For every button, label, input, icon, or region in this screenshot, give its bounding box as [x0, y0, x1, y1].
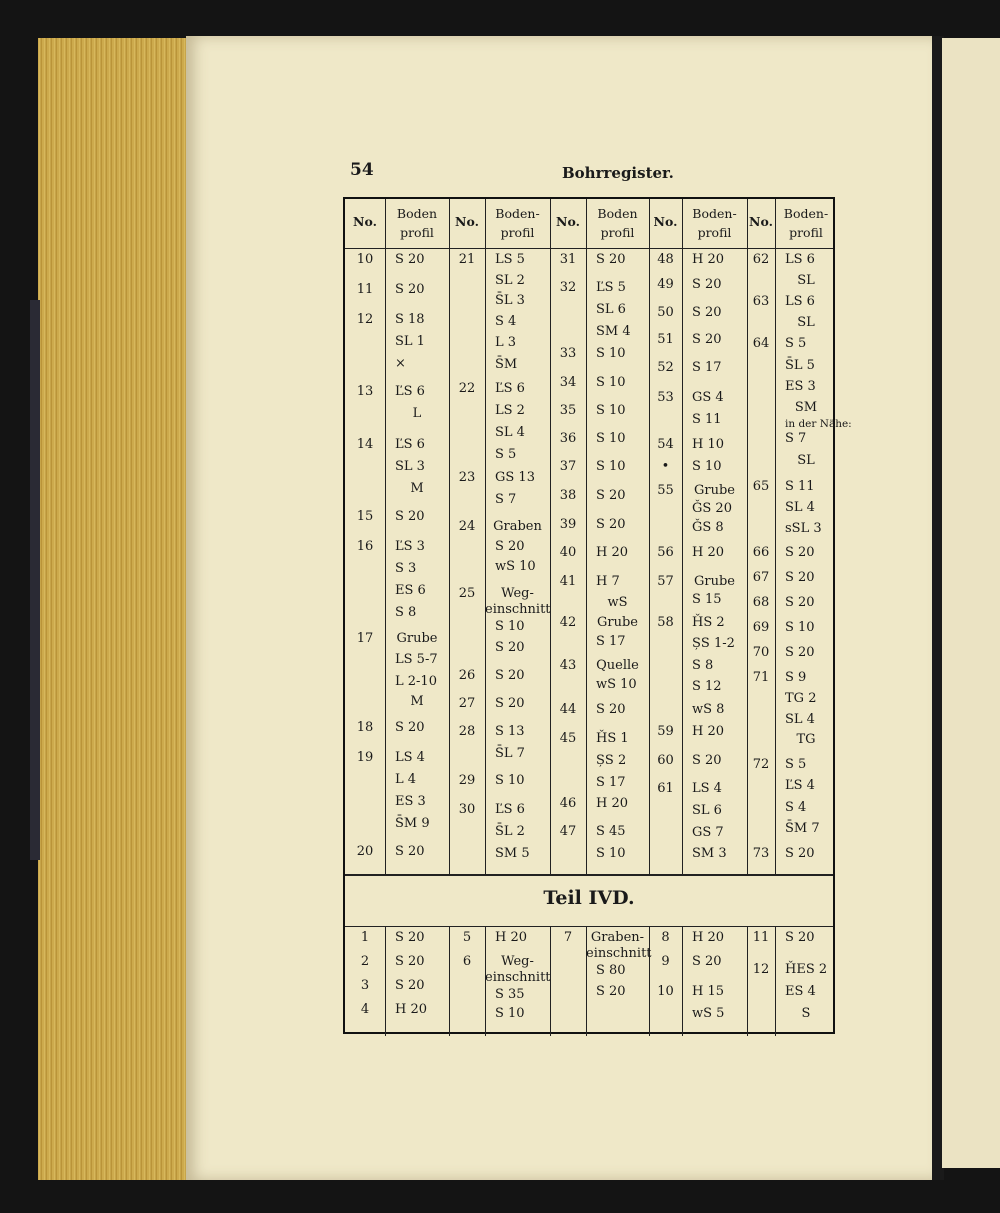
soil-profile-entry: ĽS 5: [596, 280, 626, 295]
soil-profile-entry: S 5: [785, 336, 807, 351]
soil-profile-entry: ES 3: [395, 794, 426, 809]
entry-number: 28: [458, 724, 476, 739]
soil-profile-entry: M: [410, 694, 424, 709]
entry-number: 19: [356, 750, 374, 765]
soil-profile-entry: S 20: [692, 753, 722, 768]
soil-profile-entry: S 10: [785, 620, 815, 635]
entry-number: 1: [360, 930, 370, 945]
soil-profile-entry: S 20: [785, 645, 815, 660]
soil-profile-entry: H 20: [495, 930, 528, 945]
soil-profile-entry: SL 1: [395, 334, 425, 349]
soil-profile-entry: H 20: [596, 545, 629, 560]
entry-number: 58: [657, 615, 674, 630]
soil-profile-entry: S 20: [692, 305, 722, 320]
column-rule: [682, 199, 683, 874]
soil-profile-entry: S̄M 9: [395, 816, 430, 831]
entry-number: 42: [559, 615, 577, 630]
soil-profile-entry: ȘS 2: [596, 753, 627, 768]
soil-profile-entry: S̄M: [495, 357, 518, 372]
soil-profile-entry: S̄L 5: [785, 358, 815, 373]
entry-number: 22: [458, 381, 476, 396]
row-rule: [345, 874, 833, 876]
soil-profile-entry: TG: [796, 732, 816, 747]
entry-number: 11: [356, 282, 374, 297]
soil-profile-entry: S 3: [395, 561, 417, 576]
soil-profile-entry: S 20: [395, 720, 425, 735]
entry-number: 5: [462, 930, 472, 945]
column-rule: [385, 199, 386, 874]
header-no: No.: [455, 214, 479, 229]
soil-profile-entry: S 12: [692, 679, 722, 694]
entry-number: 17: [356, 631, 374, 646]
soil-profile-entry: SM: [794, 400, 818, 415]
entry-number: 62: [752, 252, 770, 267]
soil-profile-entry: LS 5-7: [395, 652, 438, 667]
entry-number: 40: [559, 545, 577, 560]
entry-number: 46: [559, 796, 577, 811]
entry-number: 13: [356, 384, 374, 399]
header-no: No.: [556, 214, 580, 229]
soil-profile-entry: S 20: [495, 539, 525, 554]
soil-profile-entry: einschnitt: [586, 946, 652, 961]
soil-profile-entry: S 10: [596, 346, 626, 361]
header-bodenprofil: Boden- profil: [495, 206, 540, 240]
soil-profile-entry: S 8: [692, 658, 714, 673]
soil-profile-entry: S: [801, 1006, 811, 1021]
soil-profile-entry: L 3: [495, 335, 517, 350]
entry-number: 34: [559, 375, 577, 390]
soil-profile-entry: GS 13: [495, 470, 535, 485]
soil-profile-entry: Grube: [396, 631, 438, 646]
soil-profile-entry: wS 5: [692, 1006, 725, 1021]
entry-number: 35: [559, 403, 577, 418]
section-title: Teil IVD.: [543, 887, 635, 909]
soil-profile-entry: ĽS 4: [785, 778, 815, 793]
soil-profile-entry: ǦS 20: [692, 501, 732, 516]
soil-profile-entry: S 10: [495, 773, 525, 788]
soil-profile-entry: ȞS 1: [596, 731, 629, 746]
soil-profile-entry: ×: [395, 356, 406, 371]
soil-profile-entry: S̄M 7: [785, 821, 820, 836]
soil-profile-entry: M: [410, 481, 424, 496]
entry-number: 51: [657, 332, 674, 347]
soil-profile-entry: Grube: [694, 574, 735, 589]
soil-profile-entry: S 10: [596, 375, 626, 390]
soil-profile-entry: Grube: [694, 483, 735, 498]
soil-profile-entry: L 2-10: [395, 674, 437, 689]
soil-profile-entry: LS 4: [692, 781, 722, 796]
soil-profile-entry: S 20: [692, 277, 722, 292]
entry-number: 60: [657, 753, 674, 768]
entry-number: 12: [356, 312, 374, 327]
entry-number: 16: [356, 539, 374, 554]
soil-profile-entry: S 20: [785, 930, 815, 945]
entry-number: 65: [752, 479, 770, 494]
soil-profile-entry: ĽS 6: [395, 384, 425, 399]
bohrregister-table: [343, 197, 852, 1034]
entry-number: 20: [356, 844, 374, 859]
entry-number: 73: [752, 846, 770, 861]
soil-profile-entry: S̄L 7: [495, 746, 525, 761]
soil-profile-entry: S 20: [395, 282, 425, 297]
header-bodenprofil: Boden- profil: [783, 206, 829, 240]
entry-number: 44: [559, 702, 577, 717]
row-rule: [345, 926, 833, 927]
soil-profile-entry: S 13: [495, 724, 525, 739]
soil-profile-entry: S 80: [596, 963, 626, 978]
column-rule: [586, 199, 587, 874]
soil-profile-entry: S 20: [785, 846, 815, 861]
header-bodenprofil: Boden- profil: [692, 206, 737, 240]
soil-profile-entry: SM 5: [495, 846, 530, 861]
soil-profile-entry: S 20: [395, 844, 425, 859]
soil-profile-entry: S 11: [692, 412, 722, 427]
soil-profile-entry: S 7: [785, 431, 807, 446]
soil-profile-entry: ES 6: [395, 583, 426, 598]
soil-profile-entry: S 17: [692, 360, 722, 375]
soil-profile-entry: Quelle: [596, 658, 639, 673]
entry-number: 23: [458, 470, 476, 485]
soil-profile-entry: wS 8: [692, 702, 725, 717]
row-rule: [345, 248, 833, 249]
entry-number: 38: [559, 488, 577, 503]
entry-number: 36: [559, 431, 577, 446]
soil-profile-entry: S 15: [692, 592, 722, 607]
soil-profile-entry: LS 5: [495, 252, 525, 267]
column-rule: [649, 199, 650, 874]
entry-number: 56: [657, 545, 674, 560]
soil-profile-entry: S̄L 2: [495, 824, 525, 839]
facing-page: [942, 38, 1000, 1168]
entry-number: 71: [752, 670, 770, 685]
soil-profile-entry: S 20: [395, 252, 425, 267]
soil-profile-entry: S 10: [596, 403, 626, 418]
soil-profile-entry: H 20: [692, 252, 725, 267]
entry-number: 14: [356, 437, 374, 452]
soil-profile-entry: S 20: [785, 570, 815, 585]
entry-number: 41: [559, 574, 577, 589]
entry-number: 63: [752, 294, 770, 309]
entry-number: 55: [657, 483, 674, 498]
entry-number: 54: [657, 437, 674, 452]
soil-profile-entry: H 20: [395, 1002, 428, 1017]
soil-profile-entry: SL 3: [395, 459, 425, 474]
soil-profile-entry: wS 10: [596, 677, 637, 692]
entry-number: 64: [752, 336, 770, 351]
entry-number: 18: [356, 720, 374, 735]
entry-number: 10: [657, 984, 674, 999]
soil-profile-entry: S 20: [785, 595, 815, 610]
soil-profile-entry: S 10: [495, 619, 525, 634]
header-bodenprofil: Boden profil: [396, 206, 438, 240]
soil-profile-entry: SL: [797, 315, 815, 330]
entry-number: 11: [752, 930, 770, 945]
entry-number: 49: [657, 277, 674, 292]
entry-number: 59: [657, 724, 674, 739]
soil-profile-entry: H 20: [692, 724, 725, 739]
soil-profile-entry: S 20: [495, 668, 525, 683]
entry-number: 26: [458, 668, 476, 683]
soil-profile-entry: S 20: [495, 696, 525, 711]
soil-profile-entry: ES 3: [785, 379, 816, 394]
entry-number: 9: [661, 954, 670, 969]
entry-number: 69: [752, 620, 770, 635]
entry-number: 72: [752, 757, 770, 772]
soil-profile-entry: ǦS 8: [692, 520, 724, 535]
soil-profile-entry: SM 3: [692, 846, 727, 861]
column-rule: [775, 199, 776, 874]
soil-profile-entry: SL 4: [785, 712, 815, 727]
soil-profile-entry: S 11: [785, 479, 815, 494]
entry-number: 50: [657, 305, 674, 320]
entry-number: 70: [752, 645, 770, 660]
soil-profile-entry: GS 7: [692, 825, 724, 840]
soil-profile-entry: S 10: [495, 1006, 525, 1021]
soil-profile-entry: SL 4: [495, 425, 525, 440]
entry-number: 6: [462, 954, 472, 969]
entry-number: 47: [559, 824, 577, 839]
entry-number: 37: [559, 459, 577, 474]
soil-profile-entry: S 8: [395, 605, 417, 620]
soil-profile-entry: S 7: [495, 492, 517, 507]
soil-profile-entry: ĽS 6: [495, 381, 525, 396]
soil-profile-entry: Grube: [597, 615, 638, 630]
entry-number: •: [661, 459, 670, 474]
entry-number: 31: [559, 252, 577, 267]
soil-profile-entry: H 20: [692, 545, 725, 560]
soil-profile-entry: ȞES 2: [785, 962, 828, 977]
soil-profile-entry: S 20: [785, 545, 815, 560]
soil-profile-entry: SL: [797, 273, 815, 288]
entry-number: 21: [458, 252, 476, 267]
soil-profile-entry: S 4: [785, 800, 807, 815]
soil-profile-entry: H 10: [692, 437, 725, 452]
soil-profile-entry: LS 4: [395, 750, 425, 765]
entry-number: 68: [752, 595, 770, 610]
soil-profile-entry: H 20: [596, 796, 629, 811]
soil-profile-entry: ES 4: [785, 984, 816, 999]
column-rule: [485, 199, 486, 874]
soil-profile-entry: SL 4: [785, 500, 815, 515]
soil-profile-entry: S 20: [692, 332, 722, 347]
entry-number: 43: [559, 658, 577, 673]
soil-profile-entry: LS 6: [785, 252, 815, 267]
column-rule: [550, 199, 551, 874]
soil-profile-entry: in der Nähe:: [785, 418, 852, 430]
soil-profile-entry: S 5: [495, 447, 517, 462]
soil-profile-entry: H 7: [596, 574, 620, 589]
entry-number: 10: [356, 252, 374, 267]
entry-number: 3: [360, 978, 370, 993]
entry-number: 39: [559, 517, 577, 532]
entry-number: 53: [657, 390, 674, 405]
soil-profile-entry: Weg-: [501, 954, 534, 969]
soil-profile-entry: L: [412, 406, 422, 421]
soil-profile-entry: ĽS 3: [395, 539, 425, 554]
column-rule: [385, 926, 386, 1036]
soil-profile-entry: ȞS 2: [692, 615, 725, 630]
entry-number: 45: [559, 731, 577, 746]
soil-profile-entry: S 35: [495, 987, 525, 1002]
soil-profile-entry: S 20: [395, 954, 425, 969]
page-number: 54: [350, 160, 374, 180]
entry-number: 15: [356, 509, 374, 524]
entry-number: 32: [559, 280, 577, 295]
soil-profile-entry: ĽS 6: [495, 802, 525, 817]
soil-profile-entry: SL: [797, 453, 815, 468]
soil-profile-entry: H 20: [692, 930, 725, 945]
soil-profile-entry: S 20: [596, 984, 626, 999]
entry-number: 57: [657, 574, 674, 589]
soil-profile-entry: S 10: [692, 459, 722, 474]
entry-number: 24: [458, 519, 476, 534]
soil-profile-entry: S 20: [692, 954, 722, 969]
header-no: No.: [653, 214, 678, 229]
soil-profile-entry: ȘS 1-2: [692, 636, 735, 651]
soil-profile-entry: SL 6: [596, 302, 626, 317]
soil-profile-entry: S 4: [495, 314, 517, 329]
entry-number: 12: [752, 962, 770, 977]
book-spine-strip: [30, 300, 40, 860]
soil-profile-entry: einschnitt: [485, 602, 551, 617]
soil-profile-entry: S 10: [596, 459, 626, 474]
soil-profile-entry: LS 6: [785, 294, 815, 309]
soil-profile-entry: S 20: [596, 252, 626, 267]
soil-profile-entry: S 20: [596, 517, 626, 532]
entry-number: 4: [360, 1002, 370, 1017]
soil-profile-entry: S 17: [596, 634, 626, 649]
soil-profile-entry: S 20: [596, 488, 626, 503]
header-bodenprofil: Boden profil: [597, 206, 638, 240]
soil-profile-entry: S 10: [596, 431, 626, 446]
entry-number: 7: [563, 930, 573, 945]
soil-profile-entry: L 4: [395, 772, 417, 787]
soil-profile-entry: S 20: [596, 702, 626, 717]
soil-profile-entry: H 15: [692, 984, 725, 999]
soil-profile-entry: SL 6: [692, 803, 722, 818]
entry-number: 25: [458, 586, 476, 601]
entry-number: 2: [360, 954, 370, 969]
soil-profile-entry: SL 2: [495, 273, 525, 288]
soil-profile-entry: S 9: [785, 670, 807, 685]
entry-number: 67: [752, 570, 770, 585]
soil-profile-entry: S 20: [495, 640, 525, 655]
entry-number: 61: [657, 781, 674, 796]
entry-number: 29: [458, 773, 476, 788]
soil-profile-entry: Weg-: [501, 586, 534, 601]
soil-profile-entry: Graben: [493, 519, 542, 534]
soil-profile-entry: S 20: [395, 978, 425, 993]
soil-profile-entry: ĽS 6: [395, 437, 425, 452]
entry-number: 30: [458, 802, 476, 817]
entry-number: 66: [752, 545, 770, 560]
soil-profile-entry: S 5: [785, 757, 807, 772]
soil-profile-entry: S 20: [395, 930, 425, 945]
soil-profile-entry: LS 2: [495, 403, 525, 418]
header-no: No.: [749, 214, 773, 229]
soil-profile-entry: SM 4: [596, 324, 631, 339]
soil-profile-entry: TG 2: [785, 691, 817, 706]
soil-profile-entry: GS 4: [692, 390, 724, 405]
soil-profile-entry: S 45: [596, 824, 626, 839]
soil-profile-entry: einschnitt: [485, 970, 551, 985]
soil-profile-entry: sSL 3: [785, 521, 822, 536]
entry-number: 33: [559, 346, 577, 361]
soil-profile-entry: S 10: [596, 846, 626, 861]
book-page-edges: [38, 38, 186, 1180]
header-no: No.: [353, 214, 377, 229]
entry-number: 8: [661, 930, 670, 945]
entry-number: 48: [657, 252, 674, 267]
soil-profile-entry: S 20: [395, 509, 425, 524]
soil-profile-entry: S 18: [395, 312, 425, 327]
soil-profile-entry: wS: [607, 595, 628, 610]
soil-profile-entry: wS 10: [495, 559, 536, 574]
entry-number: 27: [458, 696, 476, 711]
running-head: Bohrregister.: [562, 164, 674, 182]
soil-profile-entry: Graben-: [590, 930, 645, 945]
soil-profile-entry: S̄L 3: [495, 293, 525, 308]
entry-number: 52: [657, 360, 674, 375]
column-rule: [682, 926, 683, 1036]
soil-profile-entry: S 17: [596, 775, 626, 790]
